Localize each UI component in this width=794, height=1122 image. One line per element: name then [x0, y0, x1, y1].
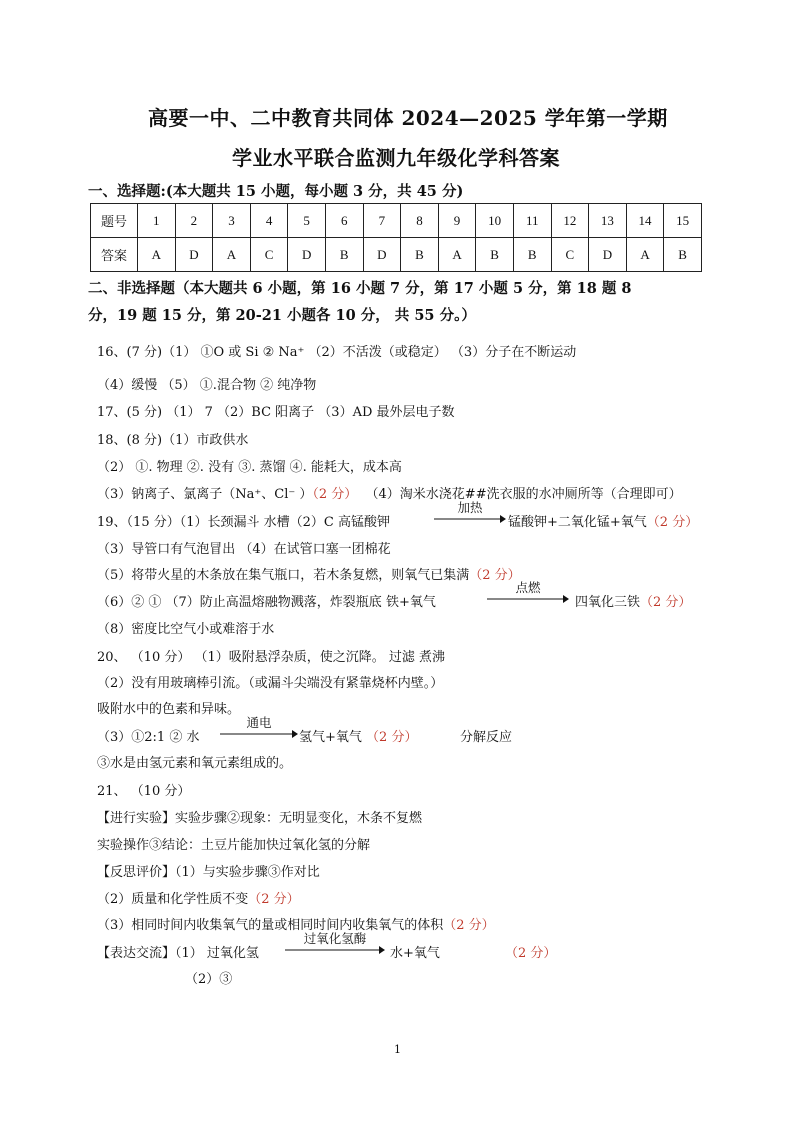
answer-cell: D [363, 238, 401, 272]
answer-cell: A [438, 238, 476, 272]
q16-line-1: 16、(7 分)（1） ①O 或 Si ② Na⁺ （2）不活泼（或稳定） （3）分子在不断运动 [97, 345, 577, 360]
q18-line-3-text-2: （4）淘米水浇花##洗衣服的水冲厕所等（合理即可） [365, 487, 682, 502]
score-note: （2 分） [640, 595, 692, 610]
question-number-cell: 13 [589, 204, 627, 238]
q19-line-4-right [575, 591, 691, 610]
answer-cell: D [288, 238, 326, 272]
q19-line-1-right [508, 511, 698, 530]
question-number-cell: 4 [250, 204, 288, 238]
answer-cell: A [626, 238, 664, 272]
q21-line-5 [97, 888, 300, 907]
q19-line-2: （3）导管口有气泡冒出 （4）在试管口塞一团棉花 [97, 542, 391, 557]
reaction-condition: 通电 [246, 715, 272, 730]
q21-line-1: 21、 （10 分） [97, 784, 191, 799]
reaction-condition: 过氧化氢酶 [303, 931, 367, 946]
reaction-condition: 点燃 [515, 580, 541, 595]
q20-line-4-right [299, 726, 417, 745]
document-title: 高要一中、二中教育共同体 2024—2025 学年第一学期 [148, 106, 668, 130]
arrow-icon [487, 594, 569, 604]
score-note: （2 分） [366, 730, 418, 745]
q18-line-3 [97, 483, 682, 502]
arrow-icon [220, 729, 298, 739]
reaction-product: 氢气+氧气 [299, 730, 362, 745]
reaction-product: 水+氧气 [390, 946, 440, 961]
q20-line-1: 20、 （10 分） （1）吸附悬浮杂质，使之沉降。 过滤 煮沸 [97, 650, 446, 665]
q16-line-2: （4）缓慢 （5） ①.混合物 ② 纯净物 [97, 378, 317, 393]
q21-line-8: （2）③ [185, 972, 233, 987]
page-number: 1 [394, 1043, 401, 1056]
document-subtitle: 学业水平联合监测九年级化学科答案 [232, 146, 560, 170]
q21-line-7-left: 【表达交流】（1） 过氧化氢 [97, 946, 259, 961]
question-number-cell: 14 [626, 204, 664, 238]
answer-table [90, 203, 702, 272]
table-row-label: 题号 [91, 204, 138, 238]
q17-line: 17、(5 分) （1） 7 （2）BC 阳离子 （3）AD 最外层电子数 [97, 405, 455, 420]
q18-line-2: （2） ①. 物理 ②. 没有 ③. 蒸馏 ④. 能耗大，成本高 [97, 460, 402, 475]
question-number-cell: 2 [175, 204, 213, 238]
reaction-arrow-catalase [285, 931, 385, 955]
answer-cell: B [664, 238, 702, 272]
reaction-product: 四氧化三铁 [575, 595, 641, 610]
q19-line-3-text: （5）将带火星的木条放在集气瓶口，若木条复燃，则氧气已集满 [97, 568, 470, 583]
answer-cell: C [551, 238, 589, 272]
question-number-cell: 3 [213, 204, 251, 238]
q19-line-3 [97, 564, 521, 583]
question-number-cell: 15 [664, 204, 702, 238]
score-note: （2 分） [312, 487, 358, 502]
reaction-arrow-ignite [487, 580, 569, 604]
table-row-numbers [91, 204, 702, 238]
answer-cell: B [325, 238, 363, 272]
question-number-cell: 7 [363, 204, 401, 238]
section-2-heading-line-2: 分，19 题 15 分，第 20-21 小题各 10 分， 共 55 分。） [88, 307, 476, 324]
question-number-cell: 8 [401, 204, 439, 238]
score-note: （2 分） [505, 946, 557, 961]
q20-line-2: （2）没有用玻璃棒引流。（或漏斗尖端没有紧靠烧杯内壁。） [97, 676, 444, 691]
answer-cell: C [250, 238, 288, 272]
q20-line-4-left: （3）①2:1 ② 水 [97, 730, 200, 745]
question-number-cell: 5 [288, 204, 326, 238]
question-number-cell: 12 [551, 204, 589, 238]
q21-line-3: 实验操作③结论：土豆片能加快过氧化氢的分解 [97, 838, 371, 853]
q18-line-1: 18、(8 分)（1）市政供水 [97, 433, 249, 448]
q20-line-3: 吸附水中的色素和异味。 [97, 702, 241, 717]
q19-line-4-left: （6）② ① （7）防止高温熔融物溅落，炸裂瓶底 铁+氧气 [97, 595, 436, 610]
q21-line-5-text: （2）质量和化学性质不变 [97, 892, 249, 907]
score-note: （2 分） [646, 515, 699, 530]
question-number-cell: 10 [476, 204, 514, 238]
q21-line-6-text: （3）相同时间内收集氧气的量或相同时间内收集氧气的体积 [97, 918, 444, 933]
table-row-answers [91, 238, 702, 272]
q21-line-4: 【反思评价】（1）与实验步骤③作对比 [97, 865, 320, 880]
table-row-label: 答案 [91, 238, 138, 272]
q20-line-5: ③水是由氢元素和氧元素组成的。 [97, 756, 293, 771]
q19-line-5: （8）密度比空气小或难溶于水 [97, 622, 275, 637]
answer-cell: B [401, 238, 439, 272]
reaction-type: 分解反应 [460, 730, 513, 745]
answer-cell: B [513, 238, 551, 272]
q21-line-2: 【进行实验】实验步骤②现象：无明显变化，木条不复燃 [97, 811, 423, 826]
answer-cell: D [175, 238, 213, 272]
question-number-cell: 1 [138, 204, 176, 238]
q18-line-3-text: （3）钠离子、氯离子（Na⁺、Cl⁻ ） [97, 487, 313, 502]
reaction-arrow-electrolysis [220, 715, 298, 739]
score-note: （2 分） [469, 568, 521, 583]
answer-cell: A [138, 238, 176, 272]
answer-cell: B [476, 238, 514, 272]
section-2-heading-line-1: 二、非选择题（本大题共 6 小题，第 16 小题 7 分，第 17 小题 5 分，第 18 题 8 [88, 280, 632, 297]
question-number-cell: 9 [438, 204, 476, 238]
answer-cell: A [213, 238, 251, 272]
reaction-product: 锰酸钾+二氧化锰+氧气 [508, 515, 647, 530]
section-1-heading: 一、选择题:(本大题共 15 小题，每小题 3 分，共 45 分) [88, 183, 464, 200]
question-number-cell: 6 [325, 204, 363, 238]
reaction-arrow-heating [434, 500, 506, 524]
answer-cell: D [589, 238, 627, 272]
question-number-cell: 11 [513, 204, 551, 238]
arrow-icon [285, 945, 385, 955]
score-note: （2 分） [443, 918, 495, 933]
score-note: （2 分） [248, 892, 300, 907]
arrow-icon [434, 514, 506, 524]
q19-line-1-left: 19、（15 分）（1）长颈漏斗 水槽（2）C 高锰酸钾 [97, 515, 390, 530]
reaction-condition: 加热 [457, 500, 483, 515]
